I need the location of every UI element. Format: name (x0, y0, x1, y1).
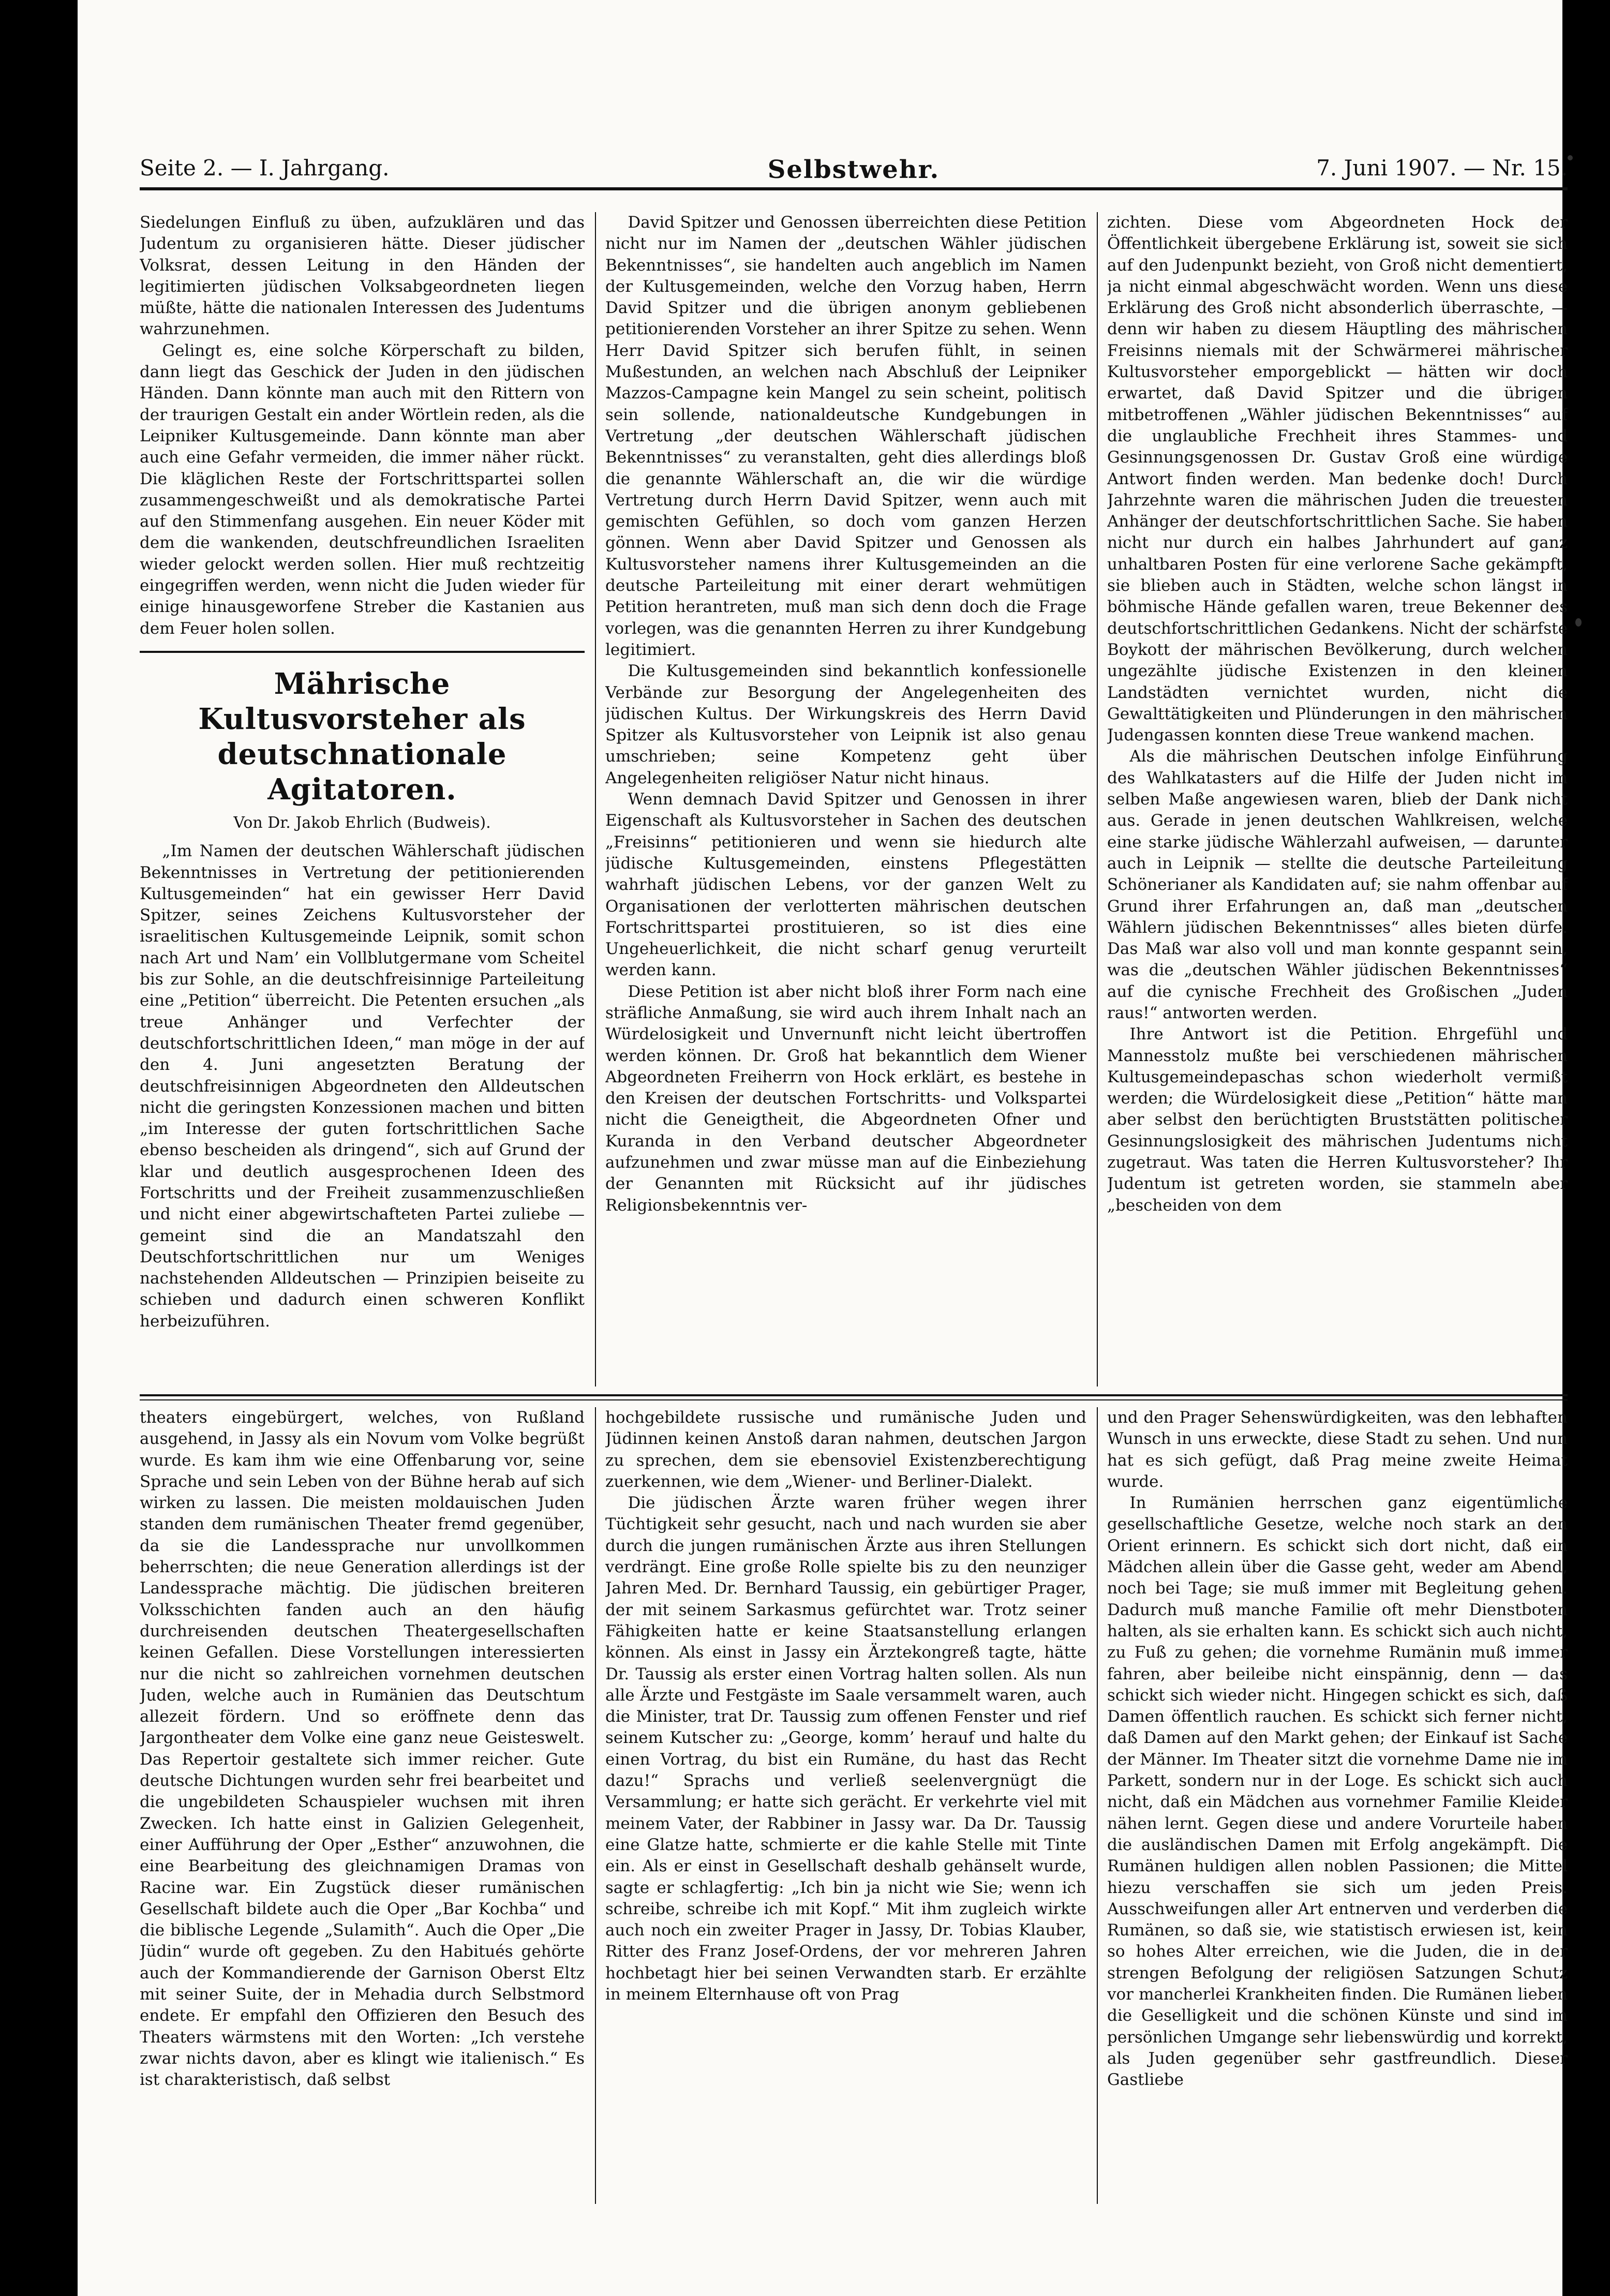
bottom-column-2 (605, 1407, 1086, 2204)
masthead-title: Selbstwehr. (767, 155, 940, 184)
bottom-column-1 (140, 1407, 585, 2204)
header-date-issue: 7. Juni 1907. — Nr. 15. (1316, 155, 1568, 181)
scan-speck (1568, 155, 1573, 160)
article-paragraph: zichten. Diese vom Abgeordneten Hock der Öffentlichkeit übergebene Erklärung ist, soweit sie sich auf den Judenpunkt bezieht, von Groß nicht dementiert, ja nicht einmal abgeschwächt worden. Wenn uns diese Erklärung des Groß nicht absonderlich überraschte, — denn wir haben zu diesem Häuptling des mährischen Freisinns niemals mit der Schwärmerei mährischer Kultusvorsteher emporgeblickt — hätten wir doch erwartet, daß David Spitzer und die übrigen mitbetroffenen „Wähler jüdischen Bekenntnisses“ auf die unglaubliche Frechheit ihres Stammes- und Gesinnungsgenossen Dr. Gustav Groß eine würdige Antwort finden werden. Man bedenke doch! Durch Jahrzehnte waren die mährischen Juden die treuesten Anhänger der deutschfortschrittlichen Sache. Sie haben nicht nur durch ein halbes Jahrhundert auf ganz unhaltbaren Posten für eine verlorene Sache gekämpft, sie blieben auch in Städten, welche schon längst in böhmische Hände gefallen waren, treue Bekenner des deutschfortschrittlichen Gedankens. Nicht der schärfste Boykott der mährischen Bevölkerung, durch welchen ungezählte jüdische Existenzen in den kleinen Landstädten vernichtet wurden, nicht die Gewalttätigkeiten und Plünderungen in den mährischen Judengassen konnten diese Treue wankend machen. (1107, 213, 1568, 745)
feuilleton-paragraph: hochgebildete russische und rumänische Juden und Jüdinnen keinen Anstoß daran nahmen, deutschen Jargon zu sprechen, dem sie ebensoviel Existenzberechtigung zuerkennen, wie dem „Wiener- und Berliner-Dialekt. (605, 1408, 1086, 1491)
bottom-column-3 (1107, 1407, 1568, 2204)
header-rule (140, 187, 1568, 190)
top-column-3 (1107, 212, 1568, 1386)
article-paragraph: Die Kultusgemeinden sind bekanntlich konfessionelle Verbände zur Besorgung der Angelegenheiten des jüdischen Kultus. Der Wirkungskreis des Herrn David Spitzer als Kultusvorsteher von Leipnik ist also genau umschrieben; seine Kompetenz geht über Angelegenheiten religiöser Natur nicht hinaus. (605, 662, 1086, 787)
column-divider (1097, 1407, 1098, 2204)
page-header (140, 155, 1568, 186)
article-byline: Von Dr. Jakob Ehrlich (Budweis). (233, 813, 491, 832)
newspaper-page (78, 0, 1568, 2296)
section-rule (140, 1399, 1568, 1400)
article-paragraph: David Spitzer und Genossen überreichten diese Petition nicht nur im Namen der „deutschen Wähler jüdischen Bekenntnisses“, sie handelten auch angeblich im Namen der Kultusgemeinden, welche den Vorzug haben, Herrn David Spitzer und die übrigen anonym gebliebenen petitionierenden Vorsteher an ihrer Spitze zu sehen. Wenn Herr David Spitzer sich berufen fühlt, in seinen Mußestunden, an welchen nach Abschluß der Leipniker Mazzos-Campagne kein Mangel zu sein scheint, politisch sein sollende, nationaldeutsche Kundgebungen in Vertretung „der deutschen Wählerschaft jüdischen Bekenntnisses“ zu veranstalten, geht dies allerdings bloß die genannte Wählerschaft an, die wir die würdige Vertretung durch Herrn David Spitzer, wenn auch mit gemischten Gefühlen, so doch vom ganzen Herzen gönnen. Wenn aber David Spitzer und Genossen als Kultusvorsteher namens ihrer Kultusgemeinden an die deutsche Parteileitung mit einer derart wehmütigen Petition herantreten, muß man sich denn doch die Frage vorlegen, was die genannten Herren zu ihrer Kundgebung legitimiert. (605, 213, 1086, 659)
article-paragraph: „Im Namen der deutschen Wählerschaft jüdischen Bekenntnisses in Vertretung der petitionierenden Kultusgemeinden“ hat ein gewisser Herr David Spitzer, seines Zeichens Kultusvorsteher der israelitischen Kultusgemeinde Leipnik, somit schon nach Art und Nam’ ein Vollblutgermane vom Scheitel bis zur Sohle, an die deutschfreisinnige Parteileitung eine „Petition“ überreicht. Die Petenten ersuchen „als treue Anhänger und Verfechter der deutschfortschrittlichen Ideen,“ man möge in der auf den 4. Juni angesetzten Beratung der deutschfreisinnigen Abgeordneten den Alldeutschen nicht die geringsten Konzessionen machen und bitten „im Interesse der guten fortschrittlichen Sache ebenso bescheiden als dringend“, sich auf Grund der klar und deutlich ausgesprochenen Ideen des Fortschritts und der Freiheit zusammenzuschließen und nicht einer abgewirtschafteten Partei zuliebe — gemeint sind die an Mandatszahl den Deutschfortschrittlichen nur um Weniges nachstehenden Alldeutschen — Prinzipien beiseite zu schieben und dadurch einen schweren Konflikt herbeizuführen. (140, 842, 585, 1331)
article-paragraph: Wenn demnach David Spitzer und Genossen in ihrer Eigenschaft als Kultusvorsteher in Sachen des deutschen „Freisinns“ petitionieren und wenn sie hiedurch alte jüdische Kultusgemeinden, einstens Pflegestätten wahrhaft jüdischen Lebens, vor der ganzen Welt zu Organisationen der verlotterten mährischen deutschen Fortschrittspartei prostituieren, so ist dies eine Ungeheuerlichkeit, die nicht scharf genug verurteilt werden kann. (605, 790, 1086, 980)
column-divider (1097, 212, 1098, 1386)
article-paragraph: Ihre Antwort ist die Petition. Ehrgefühl und Mannesstolz mußte bei verschiedenen mährischen Kultusgemeindepaschas schon wiederholt vermißt werden; die Würdelosigkeit diese „Petition“ hätte man aber selbst den berüchtigten Bruststätten politischer Gesinnungslosigkeit des mährischen Judentums nicht zugetraut. Was taten die Herren Kultusvorsteher? Ihr Judentum ist getreten worden, sie stammeln aber „bescheiden von dem (1107, 1025, 1568, 1215)
article-paragraph: Als die mährischen Deutschen infolge Einführung des Wahlkatasters auf die Hilfe der Juden nicht im selben Maße angewiesen waren, blieb der Dank nicht aus. Gerade in jenen deutschen Wahlkreisen, welche eine starke jüdische Wählerzahl aufweisen, — darunter auch in Leipnik — stellte die deutsche Parteileitung Schönerianer als Kandidaten auf; sie nahm offenbar auf Grund ihrer Erfahrungen an, daß man „deutschen Wählern jüdischen Bekenntnisses“ alles bieten dürfe. Das Maß war also voll und man konnte gespannt sein, was die „deutschen Wähler jüdischen Bekenntnisses“ auf die cynische Frechheit des Großischen „Juden raus!“ antworten werden. (1107, 747, 1568, 1022)
top-column-2 (605, 212, 1086, 1386)
section-rule (140, 1394, 1568, 1396)
column-divider (595, 1407, 596, 2204)
feuilleton-paragraph: und den Prager Sehenswürdigkeiten, was den lebhaften Wunsch in uns erweckte, diese Stadt zu sehen. Und nun hat es sich gefügt, daß Prag meine zweite Heimat wurde. (1107, 1408, 1568, 1491)
top-column-1 (140, 212, 585, 1386)
article-title: Mährische Kultusvorsteher als deutschnationale Agitatoren. (198, 666, 526, 807)
feuilleton-paragraph: Die jüdischen Ärzte waren früher wegen ihrer Tüchtigkeit sehr gesucht, nach und nach wurden sie aber durch die jungen rumänischen Ärzte aus ihren Stellungen verdrängt. Eine große Rolle spielte bis zu den neunziger Jahren Med. Dr. Bernhard Taussig, ein gebürtiger Prager, der mit seinem Sarkasmus gefürchtet war. Trotz seiner Fähigkeiten hatte er keine Staatsanstellung erlangen können. Als einst in Jassy ein Ärztekongreß tagte, hätte Dr. Taussig als erster einen Vortrag halten sollen. Als nun alle Ärzte und Festgäste im Saale versammelt waren, auch die Minister, trat Dr. Taussig zum offenen Fenster und rief seinem Kutscher zu: „George, komm’ herauf und halte du einen Vortrag, du bist ein Rumäne, du hast das Recht dazu!“ Sprachs und verließ seelenvergnügt die Versammlung; er hatte sich gerächt. Er verkehrte viel mit meinem Vater, der Rabbiner in Jassy war. Da Dr. Taussig eine Glatze hatte, schmierte er die kahle Stelle mit Tinte ein. Als er einst in Gesellschaft deshalb gehänselt wurde, sagte er schlagfertig: „Ich bin ja nicht wie Sie; wenn ich schreibe, schreibe ich mit Kopf.“ Mit ihm zugleich wirkte auch noch ein zweiter Prager in Jassy, Dr. Tobias Klauber, Ritter des Franz Josef-Ordens, der vor mehreren Jahren hochbetagt hier bei seinen Verwandten starb. Er erzählte in meinem Elternhause oft von Prag (605, 1494, 1086, 2004)
column-divider (595, 212, 596, 1386)
header-page-info: Seite 2. — I. Jahrgang. (140, 155, 390, 181)
scan-speck (1575, 618, 1582, 627)
feuilleton-paragraph: theaters eingebürgert, welches, von Rußland ausgehend, in Jassy als ein Novum vom Volke begrüßt wurde. Es kam ihm wie eine Offenbarung vor, seine Sprache und sein Leben von der Bühne herab auf sich wirken zu lassen. Die meisten moldauischen Juden standen dem rumänischen Theater fremd gegenüber, da sie die Landessprache nur unvollkommen beherrschten; die neue Generation allerdings ist der Landessprache mächtig. Die jüdischen breiteren Volksschichten fanden auch an den häufig durchreisenden deutschen Theatergesellschaften keinen Gefallen. Diese Vorstellungen interessierten nur die nicht so zahlreichen vornehmen deutschen Juden, welche auch in Rumänien das Deutschtum allezeit fördern. Und so eröffnete denn das Jargontheater dem Volke eine ganz neue Geisteswelt. Das Repertoir gestaltete sich immer reicher. Gute deutsche Dichtungen wurden sehr frei bearbeitet und die ungebildeten Schauspieler wuchsen mit ihren Zwecken. Ich hatte einst in Galizien Gelegenheit, einer Aufführung der Oper „Esther“ anzuwohnen, die eine Bearbeitung des gleichnamigen Dramas von Racine war. Ein Zugstück dieser rumänischen Gesellschaft bildete auch die Oper „Bar Kochba“ und die biblische Legende „Sulamith“. Auch die Oper „Die Jüdin“ wurde oft gegeben. Zu den Habitués gehörte auch der Kommandierende der Garnison Oberst Eltz mit seiner Suite, der in Mehadia durch Selbstmord endete. Er empfahl den Offizieren den Besuch des Theaters wärmstens mit den Worten: „Ich verstehe zwar nichts davon, aber es klingt wie italienisch.“ Es ist charakteristisch, daß selbst (140, 1408, 585, 2090)
article-separator (140, 651, 585, 653)
intro-paragraph-2: Gelingt es, eine solche Körperschaft zu bilden, dann liegt das Geschick der Juden in den jüdischen Händen. Dann könnte man auch mit den Rittern von der traurigen Gestalt ein ander Wörtlein reden, als die Leipniker Kultusgemeinde. Dann könnte man aber auch eine Gefahr vermeiden, die immer näher rückt. Die kläglichen Reste der Fortschrittspartei sollen zusammengeschweißt und als demokratische Partei auf den Stimmenfang ausgehen. Ein neuer Köder mit dem die wankenden, deutschfreundlichen Israeliten wieder gelockt werden sollen. Hier muß rechtzeitig eingegriffen werden, wenn nicht die Juden wieder für einige hinausgeworfene Streber die Kastanien aus dem Feuer holen sollen. (140, 341, 585, 638)
feuilleton-paragraph: In Rumänien herrschen ganz eigentümliche gesellschaftliche Gesetze, welche noch stark an den Orient erinnern. Es schickt sich dort nicht, daß ein Mädchen allein über die Gasse geht, weder am Abend, noch bei Tage; sie muß immer mit Begleitung gehen. Dadurch muß manche Familie oft mehr Dienstboten halten, als sie erhalten kann. Es schickt sich auch nicht, zu Fuß zu gehen; die vornehme Rumänin muß immer fahren, aber beileibe nicht einspännig, denn — das schickt sich wieder nicht. Hingegen schickt es sich, daß Damen öffentlich rauchen. Es schickt sich ferner nicht, daß Damen auf den Markt gehen; der Einkauf ist Sache der Männer. Im Theater sitzt die vornehme Dame nie im Parkett, sondern nur in der Loge. Es schickt sich auch nicht, daß ein Mädchen aus vornehmer Familie Kleider nähen lernt. Gegen diese und andere Vorurteile haben die ausländischen Damen mit Erfolg angekämpft. Die Rumänen huldigen allen noblen Passionen; die Mittel hiezu verschaffen sie sich um jeden Preis. Ausschweifungen aller Art entnerven und verderben die Rumänen, so daß sie, wie statistisch erwiesen ist, kein so hohes Alter erreichen, wie die Juden, die in der strengen Befolgung der religiösen Satzungen Schutz vor mancherlei Krankheiten finden. Die Rumänen lieben die Geselligkeit und die schönen Künste und sind im persönlichen Umgange sehr liebenswürdig und korrekt, als Juden gegenüber sehr gastfreundlich. Dieser Gastliebe (1107, 1494, 1568, 2090)
article-paragraph: Diese Petition ist aber nicht bloß ihrer Form nach eine sträfliche Anmaßung, sie wird auch ihrem Inhalt nach an Würdelosigkeit und Unvernunft nicht leicht übertroffen werden können. Dr. Groß hat bekanntlich dem Wiener Abgeordneten Freiherrn von Hock erklärt, es bestehe in den Kreisen der deutschen Fortschritts- und Volkspartei nicht die Geneigtheit, die Abgeordneten Ofner und Kuranda in den Verband deutscher Abgeordneter aufzunehmen und zwar müsse man auf die Einbeziehung der Genannten mit Rücksicht auf ihr jüdisches Religionsbekenntnis ver- (605, 982, 1086, 1215)
intro-paragraph: Siedelungen Einfluß zu üben, aufzuklären und das Judentum zu organisieren hätte. Dieser jüdischer Volksrat, dessen Leitung in den Händen der legitimierten jüdischen Volksabgeordneten liegen müßte, hätte die nationalen Interessen des Judentums wahrzunehmen. (140, 213, 585, 339)
